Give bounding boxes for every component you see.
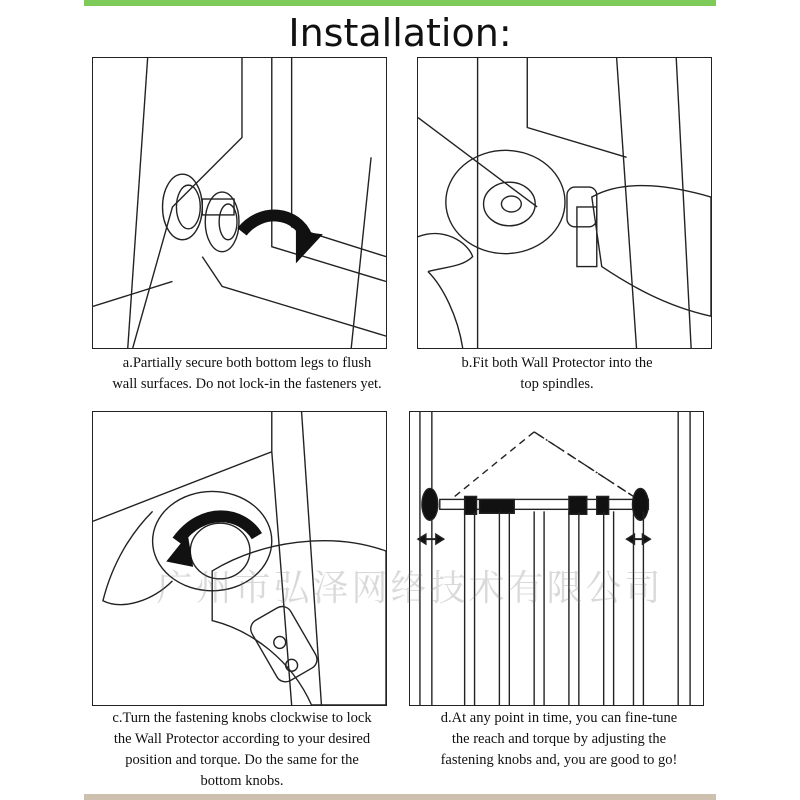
caption-line: fastening knobs and, you are good to go! xyxy=(440,752,678,768)
caption-line: d.At any point in time, you can fine-tune xyxy=(440,710,678,726)
caption-line: the reach and torque by adjusting the xyxy=(451,731,667,747)
bottom-bar xyxy=(84,794,716,800)
page-title: Installation: xyxy=(288,11,512,55)
caption-line: top spindles. xyxy=(520,376,594,392)
rotate-arrow-icon xyxy=(177,516,256,541)
step-d-caption xyxy=(409,708,709,771)
step-d-illustration xyxy=(409,411,704,706)
step-c-caption xyxy=(92,708,392,792)
watermark-text: 广州市弘泽网络技术有限公司 xyxy=(156,568,664,609)
step-b-illustration xyxy=(417,57,712,349)
step-a-illustration xyxy=(92,57,387,349)
caption-line: c.Turn the fastening knobs clockwise to lock xyxy=(112,710,372,726)
step-c-illustration xyxy=(92,411,387,706)
caption-line: bottom knobs. xyxy=(200,773,284,789)
caption-line: the Wall Protector according to your desired xyxy=(113,731,371,747)
caption-line: b.Fit both Wall Protector into the xyxy=(461,355,653,371)
caption-line: position and torque. Do the same for the xyxy=(125,752,359,768)
caption-line: wall surfaces. Do not lock-in the fasteners yet. xyxy=(112,376,382,392)
caption-line: a.Partially secure both bottom legs to flush xyxy=(122,355,372,371)
step-b-caption xyxy=(417,353,697,395)
top-accent-bar xyxy=(84,0,716,6)
step-a-caption xyxy=(92,353,402,395)
